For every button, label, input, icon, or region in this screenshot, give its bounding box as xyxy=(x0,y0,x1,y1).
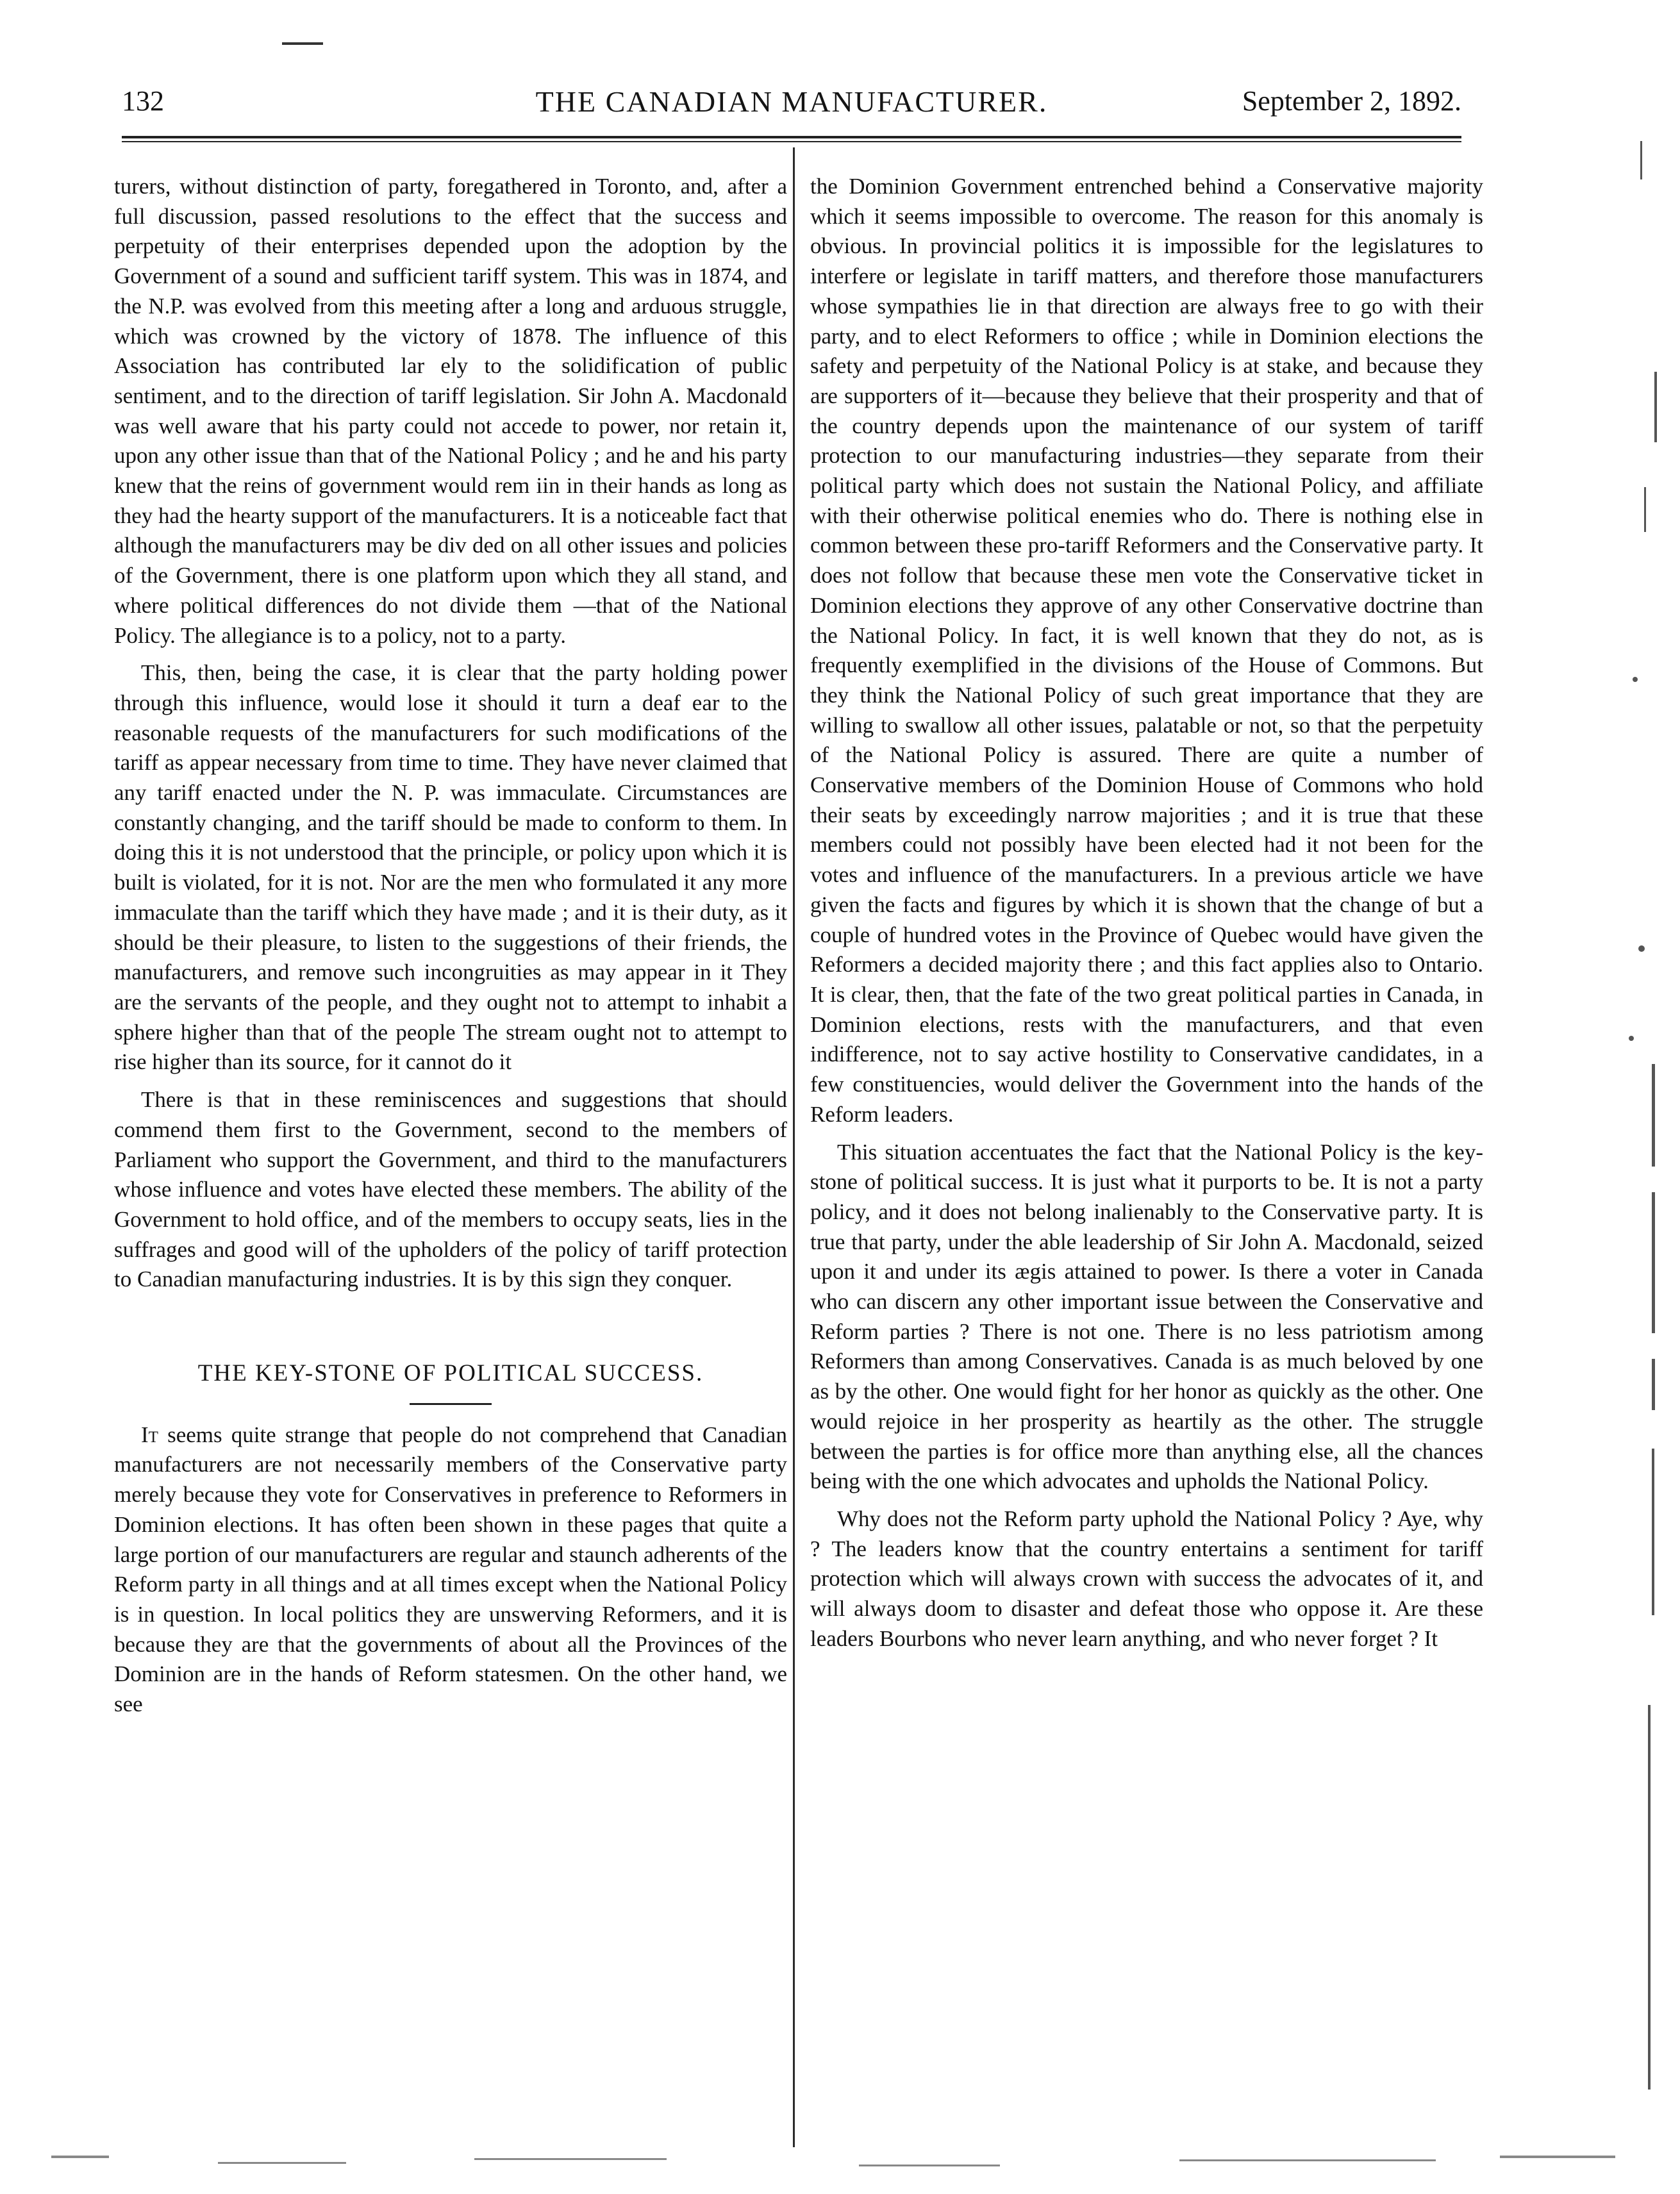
left-paragraph: This, then, being the case, it is clear that the party holding power through this influence, would lose it should it turn a deaf ear to the reasonable requests of the manufacturers for such modifications of the tariff as appear necessary from time to time. They have never claimed that any tariff enacted under the N. P. was immaculate. Circumstances are constantly changing, and the tariff should be made to conform to them. In doing this it is not understood that the principle, or policy upon which it is built is violated, for it is not. Nor are the men who formulated it any more immaculate than the tariff which they have made ; and it is their duty, as it should be their pleasure, to listen to the suggestions of their friends, the manufacturers, and remove such incongruities as may appear in it They are the servants of the people, and they ought not to attempt to inhabit a sphere higher than that of the people The stream ought not to attempt to rise higher than its source, for it cannot do it xyxy=(114,660,787,1075)
section-paragraph xyxy=(114,1420,787,1720)
publication-title: THE CANADIAN MANUFACTURER. xyxy=(535,85,1048,118)
right-paragraph: the Dominion Government entrenched behind a Conservative majority which it seems impossible to overcome. The reason for this anomaly is obvious. In provincial politics it is impossible for the legislatures to interfere or legislate in tariff matters, and therefore those manufacturers whose sympathies lie in that direction are always free to go with their party, and to elect Reformers to office ; while in Dominion elections the safety and perpetuity of the National Policy is at stake, and because they are supporters of it—because they believe that their prosperity and that of the country depends upon the maintenance of our system of tariff protection to our manufacturing industries—they separate from their political party which does not sustain the National Policy, and affiliate with their otherwise political enemies who do. There is nothing else in common between these pro-tariff Reformers and the Conservative party. It does not follow that because these men vote the Conservative ticket in Dominion elections they approve of any other Conservative doctrine than the National Policy. In fact, it is well known that they do not, as is frequently exemplified in the divisions of the House of Commons. But they think the National Policy of such great importance that they are willing to swallow all other issues, palatable or not, so that the perpetuity of the National Policy is assured. There are quite a number of Conservative members of the Dominion House of Commons who hold their seats by exceedingly narrow majorities ; and it is true that these members could not possibly have been elected had it not been for the votes and influence of the manufacturers. In a previous article we have given the facts and figures by which it is shown that the change of but a couple of hundred votes in the Province of Quebec would have given the Reformers a decided majority there ; and this fact applies also to Ontario. It is clear, then, that the fate of the two great political parties in Canada, in Dominion elections, rests with the manufacturers, and that even indifference, not to say active hostility to Conservative candidates, in a few constituencies, would deliver the Government into the hands of the Reform leaders. xyxy=(810,174,1483,1127)
scan-edge-noise xyxy=(1616,38,1667,2173)
left-paragraph: There is that in these reminiscences and suggestions that should commend them first to the Government, second to the members of Parliament who support the Government, and third to the manufacturers whose influence and votes have elected these members. The ability of the Government to hold office, and of the members to occupy seats, lies in the suffrages and good will of the upholders of the policy of tariff protection to Canadian manufacturing industries. It is by this sign they conquer. xyxy=(114,1087,787,1292)
section-lead: It xyxy=(141,1422,158,1447)
left-column xyxy=(114,172,787,1727)
section-body: seems quite strange that people do not comprehend that Canadian manufacturers are not necessarily members of the Conservative party merely because they vote for Conservatives in preference to Reformers in Dominion elections. It has often been shown in these pages that quite a large portion of our manufacturers are regular and staunch adherents of the Reform party in all things and at all times except when the National Policy is in question. In local politics they are unswerving Reformers, and it is because they are that the governments of about all the Provinces of the Dominion are in the hands of Reform statesmen. On the other hand, we see xyxy=(114,1422,787,1717)
right-column xyxy=(810,172,1483,1661)
right-paragraph: This situation accentuates the fact that the National Policy is the key-stone of political success. It is just what it purports to be. It is not a party policy, and it does not belong inalienably to the Conservative party. It is true that party, under the able leadership of Sir John A. Macdonald, seized upon it and under its ægis attained to power. Is there a voter in Canada who can discern any other important issue between the Conservative and Reform parties ? There is not one. There is no less patriotism among Reformers than among Conservatives. Canada is as much beloved by one as by the other. One would fight for her honor as quickly as the other. One would rejoice in her prosperity as heartily as the other. The struggle between the parties is for office more than anything else, all the chances being with the one which advocates and upholds the National Policy. xyxy=(810,1139,1483,1494)
scan-bottom-noise xyxy=(26,2136,1667,2181)
section-title: THE KEY-STONE OF POLITICAL SUCCESS. xyxy=(197,1360,704,1387)
printer-mark xyxy=(282,42,323,45)
page-header xyxy=(122,85,1461,129)
header-rule-thin xyxy=(122,141,1461,142)
page-number: 132 xyxy=(122,85,164,117)
issue-date: September 2, 1892. xyxy=(1242,85,1461,117)
right-paragraph: Why does not the Reform party uphold the National Policy ? Aye, why ? The leaders know that the country entertains a sentiment for tariff protection which will always crown with success the advocates of it, and will always doom to disaster and defeat those who oppose it. Are these leaders Bourbons who never learn anything, and who never forget ? It xyxy=(810,1506,1483,1651)
left-paragraph: turers, without distinction of party, foregathered in Toronto, and, after a full discussion, passed resolutions to the effect that the success and perpetuity of their enterprises depended upon the adoption by the Government of a sound and sufficient tariff system. This was in 1874, and the N.P. was evolved from this meeting after a long and arduous struggle, which was crowned by the victory of 1878. The influence of this Association has contributed lar ely to the solidification of public sentiment, and to the direction of tariff legislation. Sir John A. Macdonald was well aware that his party could not accede to power, nor retain it, upon any other issue than that of the National Policy ; and he and his party knew that the reins of government would rem iin in their hands as long as they had the hearty support of the manufacturers. It is a noticeable fact that although the manufacturers may be div ded on all other issues and policies of the Government, there is one platform upon which they all stand, and where political differences do not divide them —that of the National Policy. The allegiance is to a policy, not to a party. xyxy=(114,174,787,648)
title-rule xyxy=(410,1403,492,1405)
header-rule xyxy=(122,136,1461,138)
column-divider xyxy=(793,147,795,2147)
